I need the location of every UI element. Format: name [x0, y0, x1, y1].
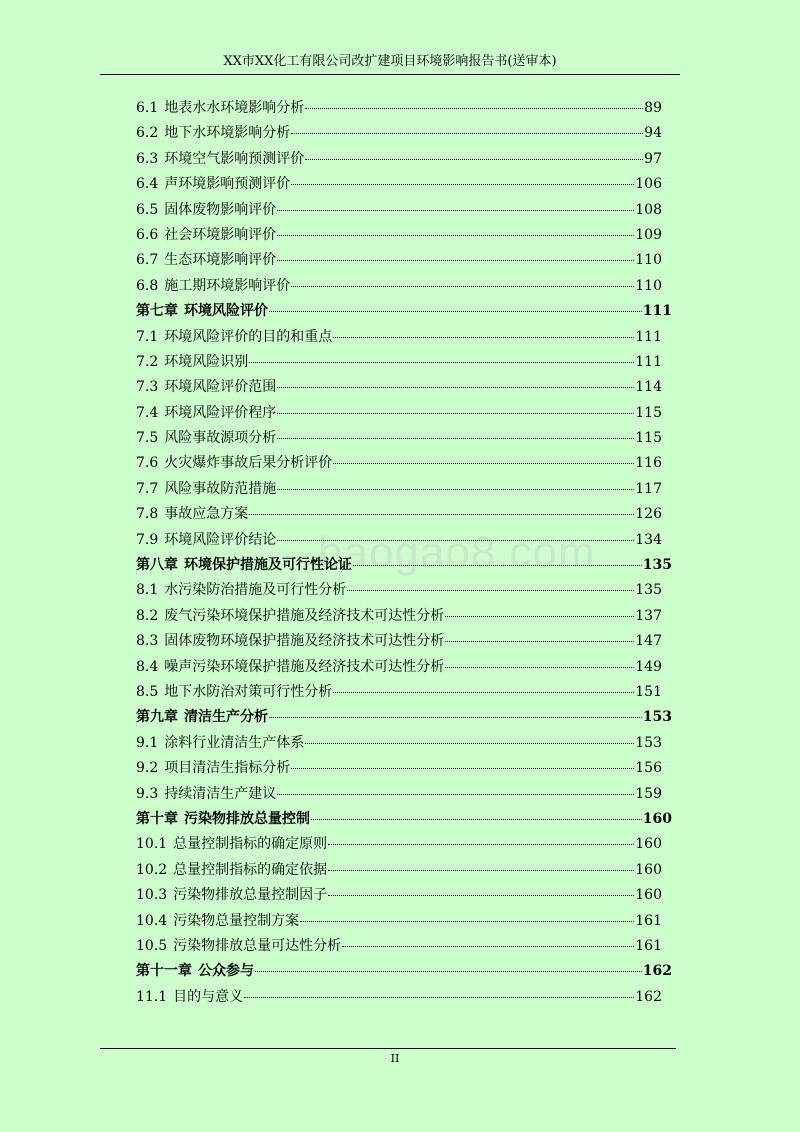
toc-section-entry[interactable]	[136, 604, 662, 629]
toc-entry-number: 7.8	[136, 506, 159, 523]
toc-section-entry[interactable]	[136, 985, 662, 1010]
toc-entry-number: 7.6	[136, 455, 159, 472]
toc-entry-page: 153	[635, 734, 662, 751]
toc-entry-number: 6.1	[136, 100, 159, 116]
toc-section-entry[interactable]	[136, 655, 662, 680]
toc-section-entry[interactable]	[136, 756, 662, 781]
toc-section-entry[interactable]	[136, 629, 662, 654]
toc-entry-number: 7.9	[136, 531, 159, 548]
toc-section-entry[interactable]	[136, 680, 662, 705]
toc-section-entry[interactable]	[136, 528, 662, 553]
running-header: XX市XX化工有限公司改扩建项目环境影响报告书(送审本)	[223, 54, 557, 69]
toc-section-entry[interactable]	[136, 198, 662, 223]
toc-dot-leader	[277, 387, 634, 388]
toc-entry-page: 115	[635, 430, 662, 447]
toc-dot-leader	[277, 794, 634, 795]
toc-entry-number: 7.1	[136, 328, 159, 345]
toc-entry-page: 126	[635, 506, 662, 523]
toc-section-entry[interactable]	[136, 909, 662, 934]
toc-entry-number: 10.5	[136, 937, 168, 954]
toc-entry-page: 110	[635, 252, 662, 269]
toc-entry-page: 160	[635, 861, 662, 878]
toc-entry-title: 公众参与	[198, 963, 254, 980]
toc-dot-leader	[445, 616, 634, 617]
toc-section-entry[interactable]	[136, 426, 662, 451]
toc-dot-leader	[277, 260, 634, 261]
toc-entry-page: 153	[642, 709, 672, 726]
toc-section-entry[interactable]	[136, 578, 662, 603]
toc-entry-number: 10.3	[136, 887, 168, 904]
toc-entry-page: 160	[642, 810, 672, 827]
toc-dot-leader	[328, 895, 634, 896]
toc-entry-number: 第八章	[136, 557, 178, 574]
toc-entry-page: 135	[635, 582, 662, 599]
toc-entry-page: 156	[635, 760, 662, 777]
toc-section-entry[interactable]	[136, 451, 662, 476]
toc-entry-number: 6.4	[136, 176, 159, 193]
toc-entry-title: 固体废物影响评价	[164, 201, 277, 218]
toc-dot-leader	[445, 667, 634, 668]
toc-entry-number: 10.1	[136, 836, 168, 853]
toc-entry-title: 环境风险评价的目的和重点	[164, 328, 333, 345]
toc-entry-title: 涂料行业清洁生产体系	[164, 734, 305, 751]
toc-entry-page: 135	[642, 557, 672, 574]
toc-section-entry[interactable]	[136, 350, 662, 375]
toc-section-entry[interactable]	[136, 172, 662, 197]
toc-section-entry[interactable]	[136, 147, 662, 172]
toc-dot-leader	[300, 921, 634, 922]
toc-section-entry[interactable]	[136, 223, 662, 248]
toc-entry-number: 第七章	[136, 303, 178, 320]
toc-entry-number: 6.3	[136, 150, 159, 167]
toc-entry-page: 111	[635, 353, 662, 370]
toc-entry-page: 97	[644, 150, 662, 167]
toc-entry-title: 废气污染环境保护措施及经济技术可达性分析	[164, 607, 445, 624]
toc-section-entry[interactable]	[136, 934, 662, 959]
toc-entry-title: 环境风险评价范围	[164, 379, 277, 396]
toc-entry-title: 火灾爆炸事故后果分析评价	[164, 455, 333, 472]
toc-section-entry[interactable]	[136, 832, 662, 857]
toc-dot-leader	[328, 870, 634, 871]
toc-entry-number: 7.7	[136, 480, 159, 497]
toc-entry-title: 目的与意义	[173, 988, 244, 1005]
toc-dot-leader	[333, 692, 634, 693]
toc-entry-page: 160	[635, 887, 662, 904]
toc-dot-leader	[277, 540, 634, 541]
toc-dot-leader	[291, 286, 634, 287]
toc-entry-page: 89	[644, 100, 662, 116]
toc-entry-title: 风险事故防范措施	[164, 480, 277, 497]
toc-section-entry[interactable]	[136, 375, 662, 400]
toc-section-entry[interactable]	[136, 325, 662, 350]
toc-entry-page: 137	[635, 607, 662, 624]
toc-entry-title: 环境风险评价结论	[164, 531, 277, 548]
toc-entry-number: 10.4	[136, 912, 168, 929]
toc-entry-title: 污染物总量控制方案	[173, 912, 300, 929]
toc-dot-leader	[291, 133, 643, 134]
toc-dot-leader	[291, 184, 634, 185]
toc-entry-page: 114	[635, 379, 662, 396]
toc-entry-title: 环境空气影响预测评价	[164, 150, 305, 167]
toc-dot-leader	[347, 590, 634, 591]
toc-entry-page: 162	[642, 963, 672, 980]
toc-dot-leader	[269, 717, 642, 718]
toc-entry-page: 108	[635, 201, 662, 218]
toc-dot-leader	[353, 565, 642, 566]
toc-entry-page: 161	[635, 912, 662, 929]
toc-entry-page: 160	[635, 836, 662, 853]
toc-entry-number: 8.4	[136, 658, 159, 675]
toc-dot-leader	[277, 235, 634, 236]
toc-section-entry[interactable]	[136, 248, 662, 273]
toc-entry-number: 第十章	[136, 810, 178, 827]
toc-entry-title: 环境风险评价程序	[164, 404, 277, 421]
toc-entry-title: 地表水水环境影响分析	[164, 100, 305, 116]
toc-entry-title: 环境风险评价	[184, 303, 268, 320]
toc-entry-title: 环境保护措施及可行性论证	[184, 557, 352, 574]
toc-entry-number: 6.2	[136, 125, 159, 142]
toc-entry-page: 151	[635, 683, 662, 700]
toc-dot-leader	[333, 337, 634, 338]
toc-entry-number: 8.2	[136, 607, 159, 624]
toc-dot-leader	[269, 311, 642, 312]
toc-entry-title: 环境风险识别	[164, 353, 249, 370]
toc-entry-page: 116	[635, 455, 662, 472]
toc-section-entry[interactable]	[136, 502, 662, 527]
toc-entry-number: 11.1	[136, 988, 168, 1005]
toc-entry-title: 噪声污染环境保护措施及经济技术可达性分析	[164, 658, 445, 675]
toc-dot-leader	[277, 489, 634, 490]
toc-entry-number: 10.2	[136, 861, 168, 878]
toc-entry-page: 94	[644, 125, 662, 142]
toc-entry-title: 地下水环境影响分析	[164, 125, 291, 142]
toc-entry-number: 8.5	[136, 683, 159, 700]
toc-section-entry[interactable]	[136, 121, 662, 146]
toc-section-entry[interactable]	[136, 858, 662, 883]
toc-entry-title: 污染物排放总量控制因子	[173, 887, 328, 904]
toc-dot-leader	[333, 463, 634, 464]
toc-entry-page: 117	[635, 480, 662, 497]
toc-entry-page: 115	[635, 404, 662, 421]
toc-entry-title: 污染物排放总量可达性分析	[173, 937, 342, 954]
toc-entry-page: 147	[635, 633, 662, 650]
toc-dot-leader	[255, 971, 642, 972]
toc-entry-title: 项目清洁生指标分析	[164, 760, 291, 777]
header-rule	[100, 74, 680, 75]
toc-entry-number: 6.8	[136, 277, 159, 294]
toc-chapter-entry[interactable]	[136, 959, 672, 984]
toc-entry-title: 总量控制指标的确定原则	[173, 836, 328, 853]
toc-dot-leader	[244, 997, 634, 998]
toc-entry-number: 6.7	[136, 252, 159, 269]
toc-entry-page: 134	[635, 531, 662, 548]
toc-section-entry[interactable]	[136, 477, 662, 502]
toc-dot-leader	[277, 438, 634, 439]
toc-entry-number: 6.5	[136, 201, 159, 218]
toc-entry-title: 风险事故源项分析	[164, 430, 277, 447]
toc-entry-number: 9.2	[136, 760, 159, 777]
toc-dot-leader	[305, 108, 643, 109]
toc-entry-page: 110	[635, 277, 662, 294]
toc-entry-title: 清洁生产分析	[184, 709, 268, 726]
toc-entry-title: 污染物排放总量控制	[184, 810, 310, 827]
toc-chapter-entry[interactable]	[136, 807, 672, 832]
table-of-contents	[136, 96, 672, 1010]
toc-dot-leader	[277, 210, 634, 211]
toc-entry-number: 第九章	[136, 709, 178, 726]
toc-entry-number: 6.6	[136, 226, 159, 243]
toc-entry-number: 7.3	[136, 379, 159, 396]
toc-section-entry[interactable]	[136, 274, 662, 299]
toc-dot-leader	[342, 946, 634, 947]
toc-entry-number: 第十一章	[136, 963, 192, 980]
toc-entry-title: 施工期环境影响评价	[164, 277, 291, 294]
toc-entry-page: 162	[635, 988, 662, 1005]
toc-dot-leader	[305, 159, 643, 160]
toc-entry-number: 8.3	[136, 633, 159, 650]
toc-entry-page: 161	[635, 937, 662, 954]
toc-entry-page: 111	[635, 328, 662, 345]
toc-entry-title: 水污染防治措施及可行性分析	[164, 582, 347, 599]
toc-dot-leader	[277, 413, 634, 414]
toc-entry-title: 事故应急方案	[164, 506, 249, 523]
toc-entry-number: 9.1	[136, 734, 159, 751]
toc-entry-page: 109	[635, 226, 662, 243]
toc-section-entry[interactable]	[136, 731, 662, 756]
toc-dot-leader	[445, 641, 634, 642]
toc-dot-leader	[249, 362, 634, 363]
toc-dot-leader	[305, 743, 634, 744]
toc-entry-number: 7.2	[136, 353, 159, 370]
watermark: baogao8.com	[318, 528, 596, 577]
toc-chapter-entry[interactable]	[136, 705, 672, 730]
toc-entry-number: 8.1	[136, 582, 159, 599]
toc-section-entry[interactable]	[136, 883, 662, 908]
toc-entry-title: 总量控制指标的确定依据	[173, 861, 328, 878]
toc-entry-number: 9.3	[136, 785, 159, 802]
toc-section-entry[interactable]	[136, 401, 662, 426]
toc-chapter-entry[interactable]	[136, 553, 672, 578]
toc-entry-title: 声环境影响预测评价	[164, 176, 291, 193]
toc-entry-title: 生态环境影响评价	[164, 252, 277, 269]
toc-dot-leader	[291, 768, 634, 769]
page-number: II	[390, 1052, 400, 1065]
toc-dot-leader	[311, 819, 642, 820]
footer-rule	[100, 1048, 676, 1049]
toc-entry-title: 地下水防治对策可行性分析	[164, 683, 333, 700]
toc-entry-number: 7.5	[136, 430, 159, 447]
toc-section-entry[interactable]	[136, 96, 662, 121]
toc-entry-page: 159	[635, 785, 662, 802]
toc-entry-page: 106	[635, 176, 662, 193]
toc-dot-leader	[249, 514, 634, 515]
toc-entry-page: 111	[642, 303, 672, 320]
toc-entry-number: 7.4	[136, 404, 159, 421]
toc-section-entry[interactable]	[136, 782, 662, 807]
toc-entry-page: 149	[635, 658, 662, 675]
toc-dot-leader	[328, 844, 634, 845]
toc-chapter-entry[interactable]	[136, 299, 672, 324]
toc-entry-title: 社会环境影响评价	[164, 226, 277, 243]
toc-entry-title: 固体废物环境保护措施及经济技术可达性分析	[164, 633, 445, 650]
toc-entry-title: 持续清洁生产建议	[164, 785, 277, 802]
